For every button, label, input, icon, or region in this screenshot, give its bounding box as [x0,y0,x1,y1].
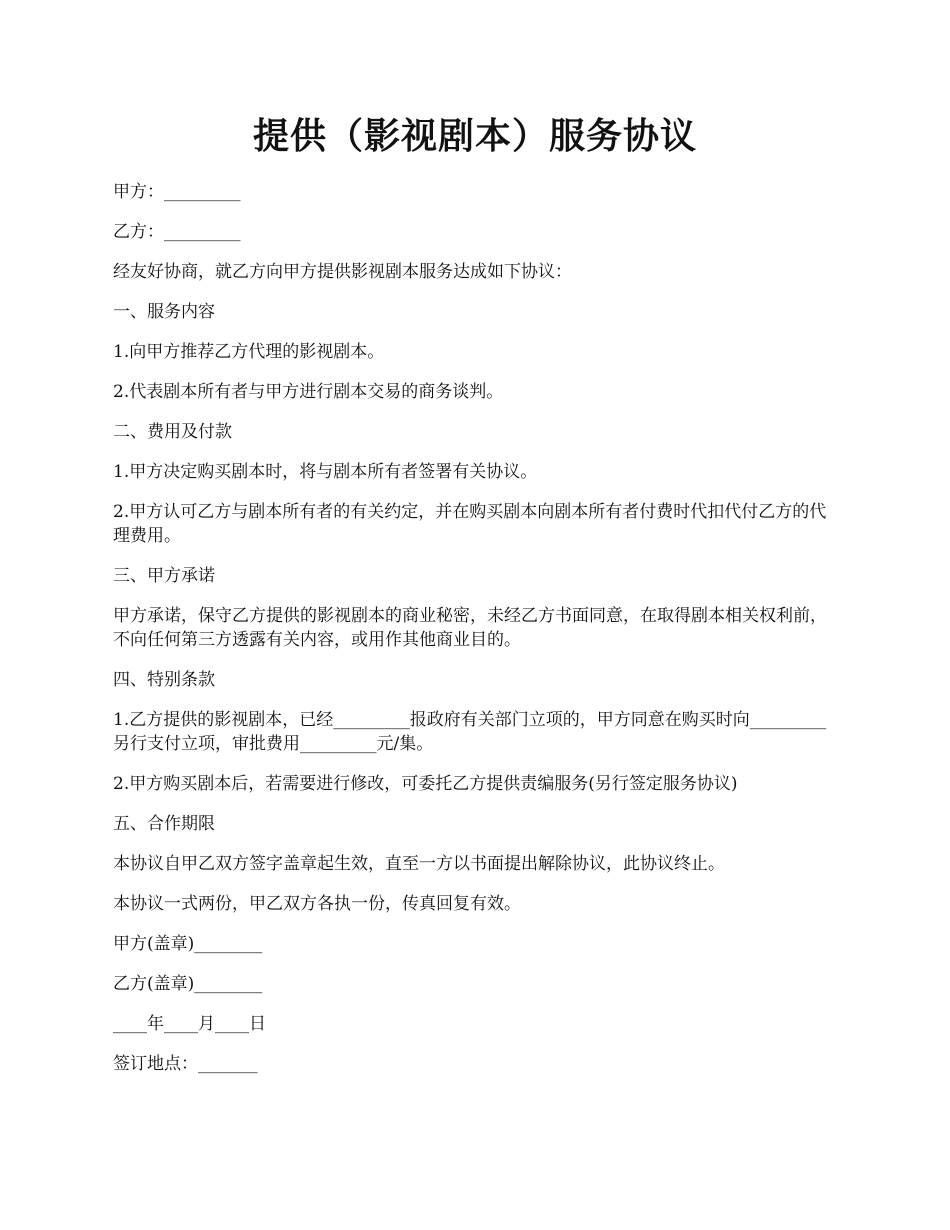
party-a-line: 甲方：_________ [113,182,241,202]
party-b-line: 乙方：_________ [113,222,241,242]
clause-2-2: 2.甲方认可乙方与剧本所有者的有关约定，并在购买剧本向剧本所有者付费时代扣代付乙方的代理费用。 [113,502,827,546]
date-line: ____年____月____日 [113,1014,266,1034]
clause-1-1: 1.向甲方推荐乙方代理的影视剧本。 [113,342,385,362]
clause-2-1: 1.甲方决定购买剧本时，将与剧本所有者签署有关协议。 [113,462,538,482]
clause-5: 本协议自甲乙双方签字盖章起生效，直至一方以书面提出解除协议，此协议终止。 [113,854,725,874]
clause-4-1: 1.乙方提供的影视剧本，已经_________报政府有关部门立项的，甲方同意在购买时向_________另行支付立项，审批费用_________元/集。 [113,710,827,754]
section-heading-3: 三、甲方承诺 [113,566,215,586]
section-heading-1: 一、服务内容 [113,302,215,322]
clause-1-2: 2.代表剧本所有者与甲方进行剧本交易的商务谈判。 [113,382,504,402]
clause-4-2: 2.甲方购买剧本后，若需要进行修改，可委托乙方提供责编服务(另行签定服务协议) [113,774,738,794]
clause-3: 甲方承诺，保守乙方提供的影视剧本的商业秘密，未经乙方书面同意，在取得剧本相关权利前，不向任何第三方透露有关内容，或用作其他商业目的。 [113,606,827,650]
party-a-seal-line: 甲方(盖章)________ [113,934,263,954]
signing-place-line: 签订地点：_______ [113,1054,258,1074]
document-body [113,180,840,1092]
section-heading-5: 五、合作期限 [113,814,215,834]
party-b-seal-line: 乙方(盖章)________ [113,974,263,994]
document-title: 提供（影视剧本）服务协议 [252,115,697,157]
copies-clause: 本协议一式两份，甲乙双方各执一份，传真回复有效。 [113,894,521,914]
preamble: 经友好协商，就乙方向甲方提供影视剧本服务达成如下协议： [113,262,572,282]
section-heading-2: 二、费用及付款 [113,422,232,442]
section-heading-4: 四、特别条款 [113,670,215,690]
